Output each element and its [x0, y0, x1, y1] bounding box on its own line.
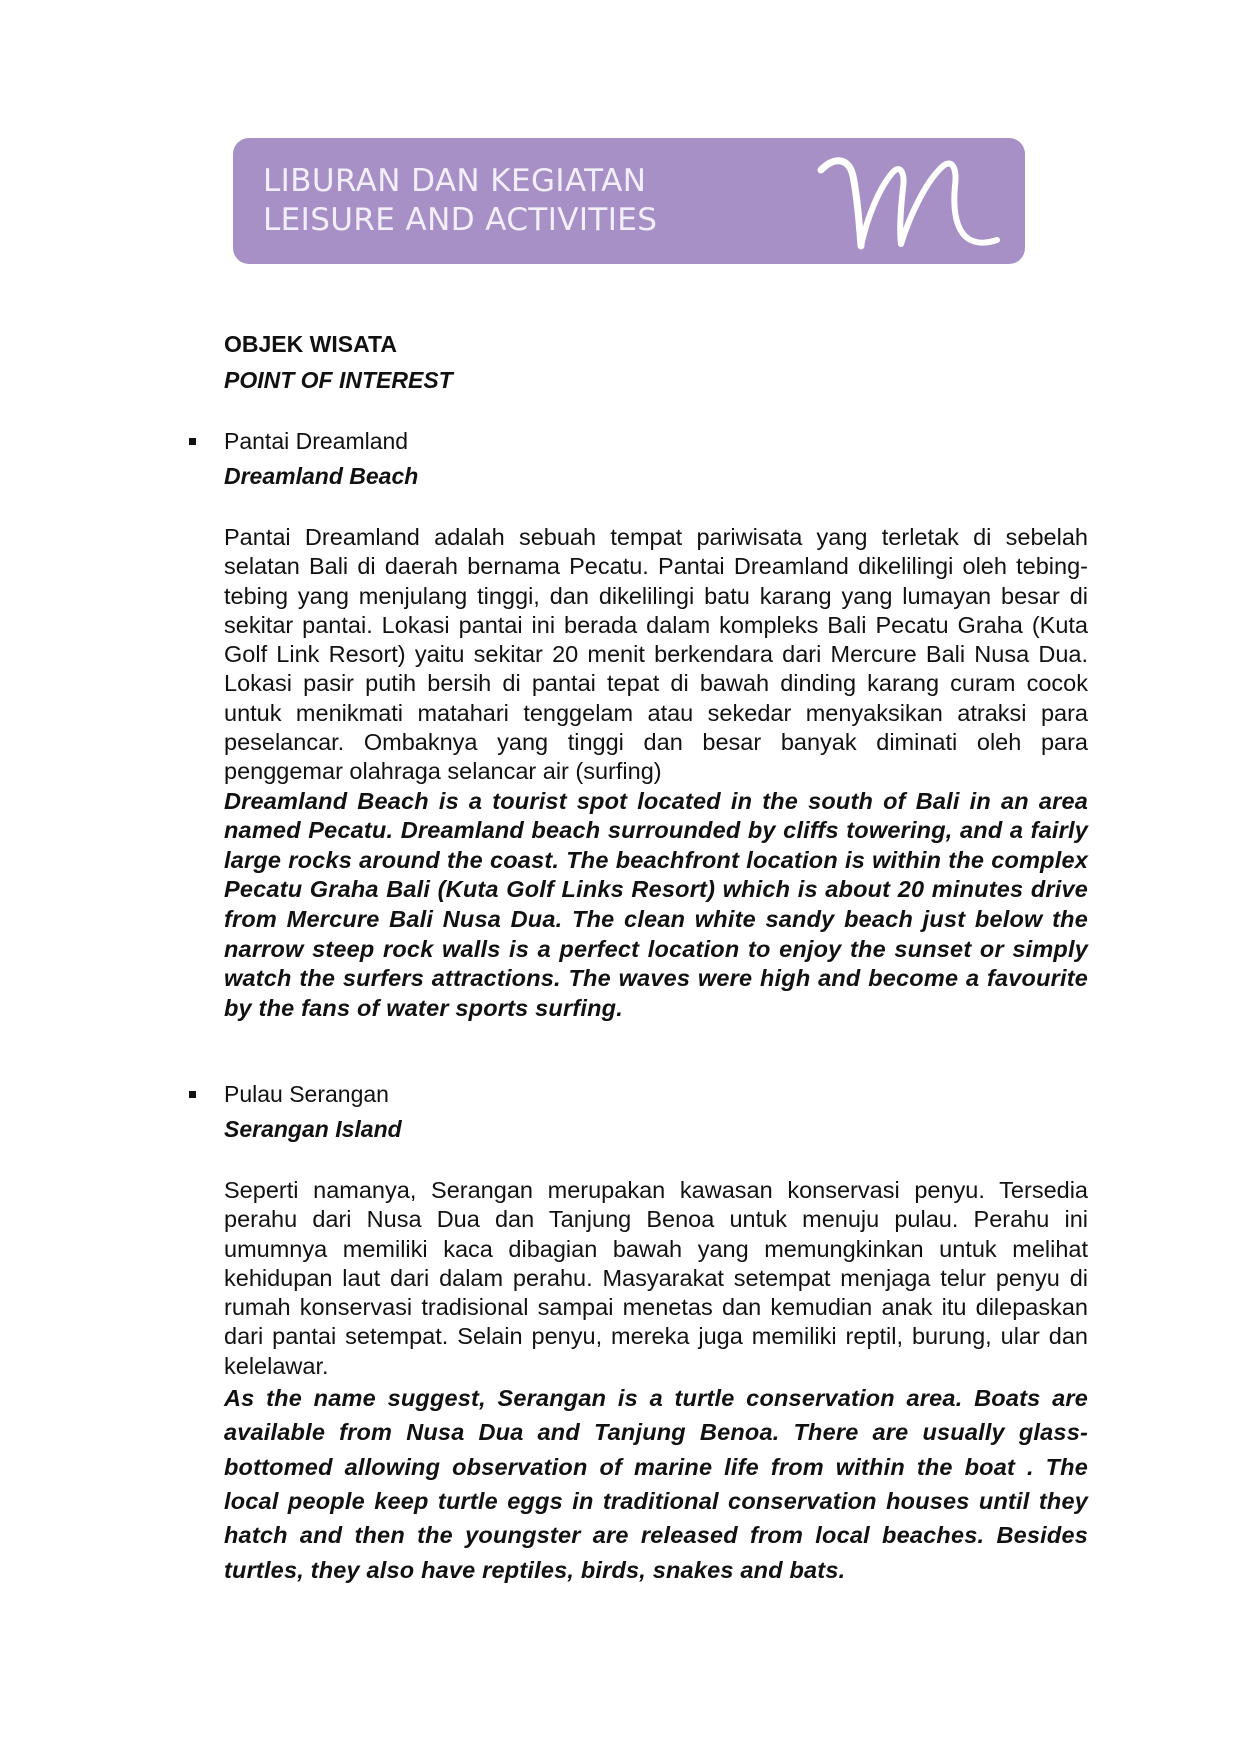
poi-description-id: Seperti namanya, Serangan merupakan kawasan konservasi penyu. Tersedia perahu dari Nusa Dua dan Tanjung Benoa untuk menuju pulau. Perahu ini umumnya memiliki kaca dibagian bawah yang memungkinkan untuk melihat kehidupan laut dari dalam perahu. Masyarakat setempat menjaga telur penyu di rumah konservasi tradisional sampai menetas dan kemudian anak itu dilepaskan dari pantai setempat. Selain penyu, mereka juga memiliki reptil, burung, ular dan kelelawar. [224, 1177, 1088, 1379]
poi-description-en: As the name suggest, Serangan is a turtle conservation area. Boats are available from Nusa Dua and Tanjung Benoa. There are usually glass-bottomed allowing observation of marine life from within the boat . The local people keep turtle eggs in traditional conservation houses until they hatch and then the youngster are released from local beaches. Besides turtles, they also have reptiles, birds, snakes and bats. [224, 1385, 1088, 1583]
section-title-en: POINT OF INTEREST [224, 367, 453, 393]
mercure-m-logo-icon [815, 148, 1005, 256]
poi-name-id: Pulau Serangan [224, 1081, 389, 1107]
banner-title [263, 162, 657, 240]
section-heading [224, 326, 453, 398]
poi-description-id: Pantai Dreamland adalah sebuah tempat pariwisata yang terletak di sebelah selatan Bali di daerah bernama Pecatu. Pantai Dreamland dikelilingi oleh tebing-tebing yang menjulang tinggi, dan dikelilingi batu karang yang lumayan besar di sekitar pantai. Lokasi pantai ini berada dalam kompleks Bali Pecatu Graha (Kuta Golf Link Resort) yaitu sekitar 20 menit berkendara dari Mercure Bali Nusa Dua. Lokasi pasir putih bersih di pantai tepat di bawah dinding karang curam cocok untuk menikmati matahari tenggelam atau sekedar menyaksikan atraksi para peselancar. Ombaknya yang tinggi dan besar banyak diminati oleh para penggemar olahraga selancar air (surfing) [224, 524, 1088, 785]
section-title-id: OBJEK WISATA [224, 331, 397, 357]
point-of-interest-item [185, 424, 1090, 1023]
banner-title-line-2: LEISURE AND ACTIVITIES [263, 202, 658, 238]
poi-name-id: Pantai Dreamland [224, 428, 409, 454]
bullet-icon [189, 1091, 196, 1098]
banner-title-line-1: LIBURAN DAN KEGIATAN [263, 163, 647, 199]
poi-name-en: Dreamland Beach [224, 463, 419, 489]
point-of-interest-item [185, 1077, 1090, 1587]
bullet-icon [189, 438, 196, 445]
header-banner [233, 138, 1025, 264]
poi-description-en: Dreamland Beach is a tourist spot located in the south of Bali in an area named Pecatu. Dreamland beach surrounded by cliffs towering, and a fairly large rocks around the coast. The beachfront location is within the complex Pecatu Graha Bali (Kuta Golf Links Resort) which is about 20 minutes drive from Mercure Bali Nusa Dua. The clean white sandy beach just below the narrow steep rock walls is a perfect location to enjoy the sunset or simply watch the surfers attractions. The waves were high and become a favourite by the fans of water sports surfing. [224, 787, 1088, 1021]
poi-name-en: Serangan Island [224, 1116, 402, 1142]
